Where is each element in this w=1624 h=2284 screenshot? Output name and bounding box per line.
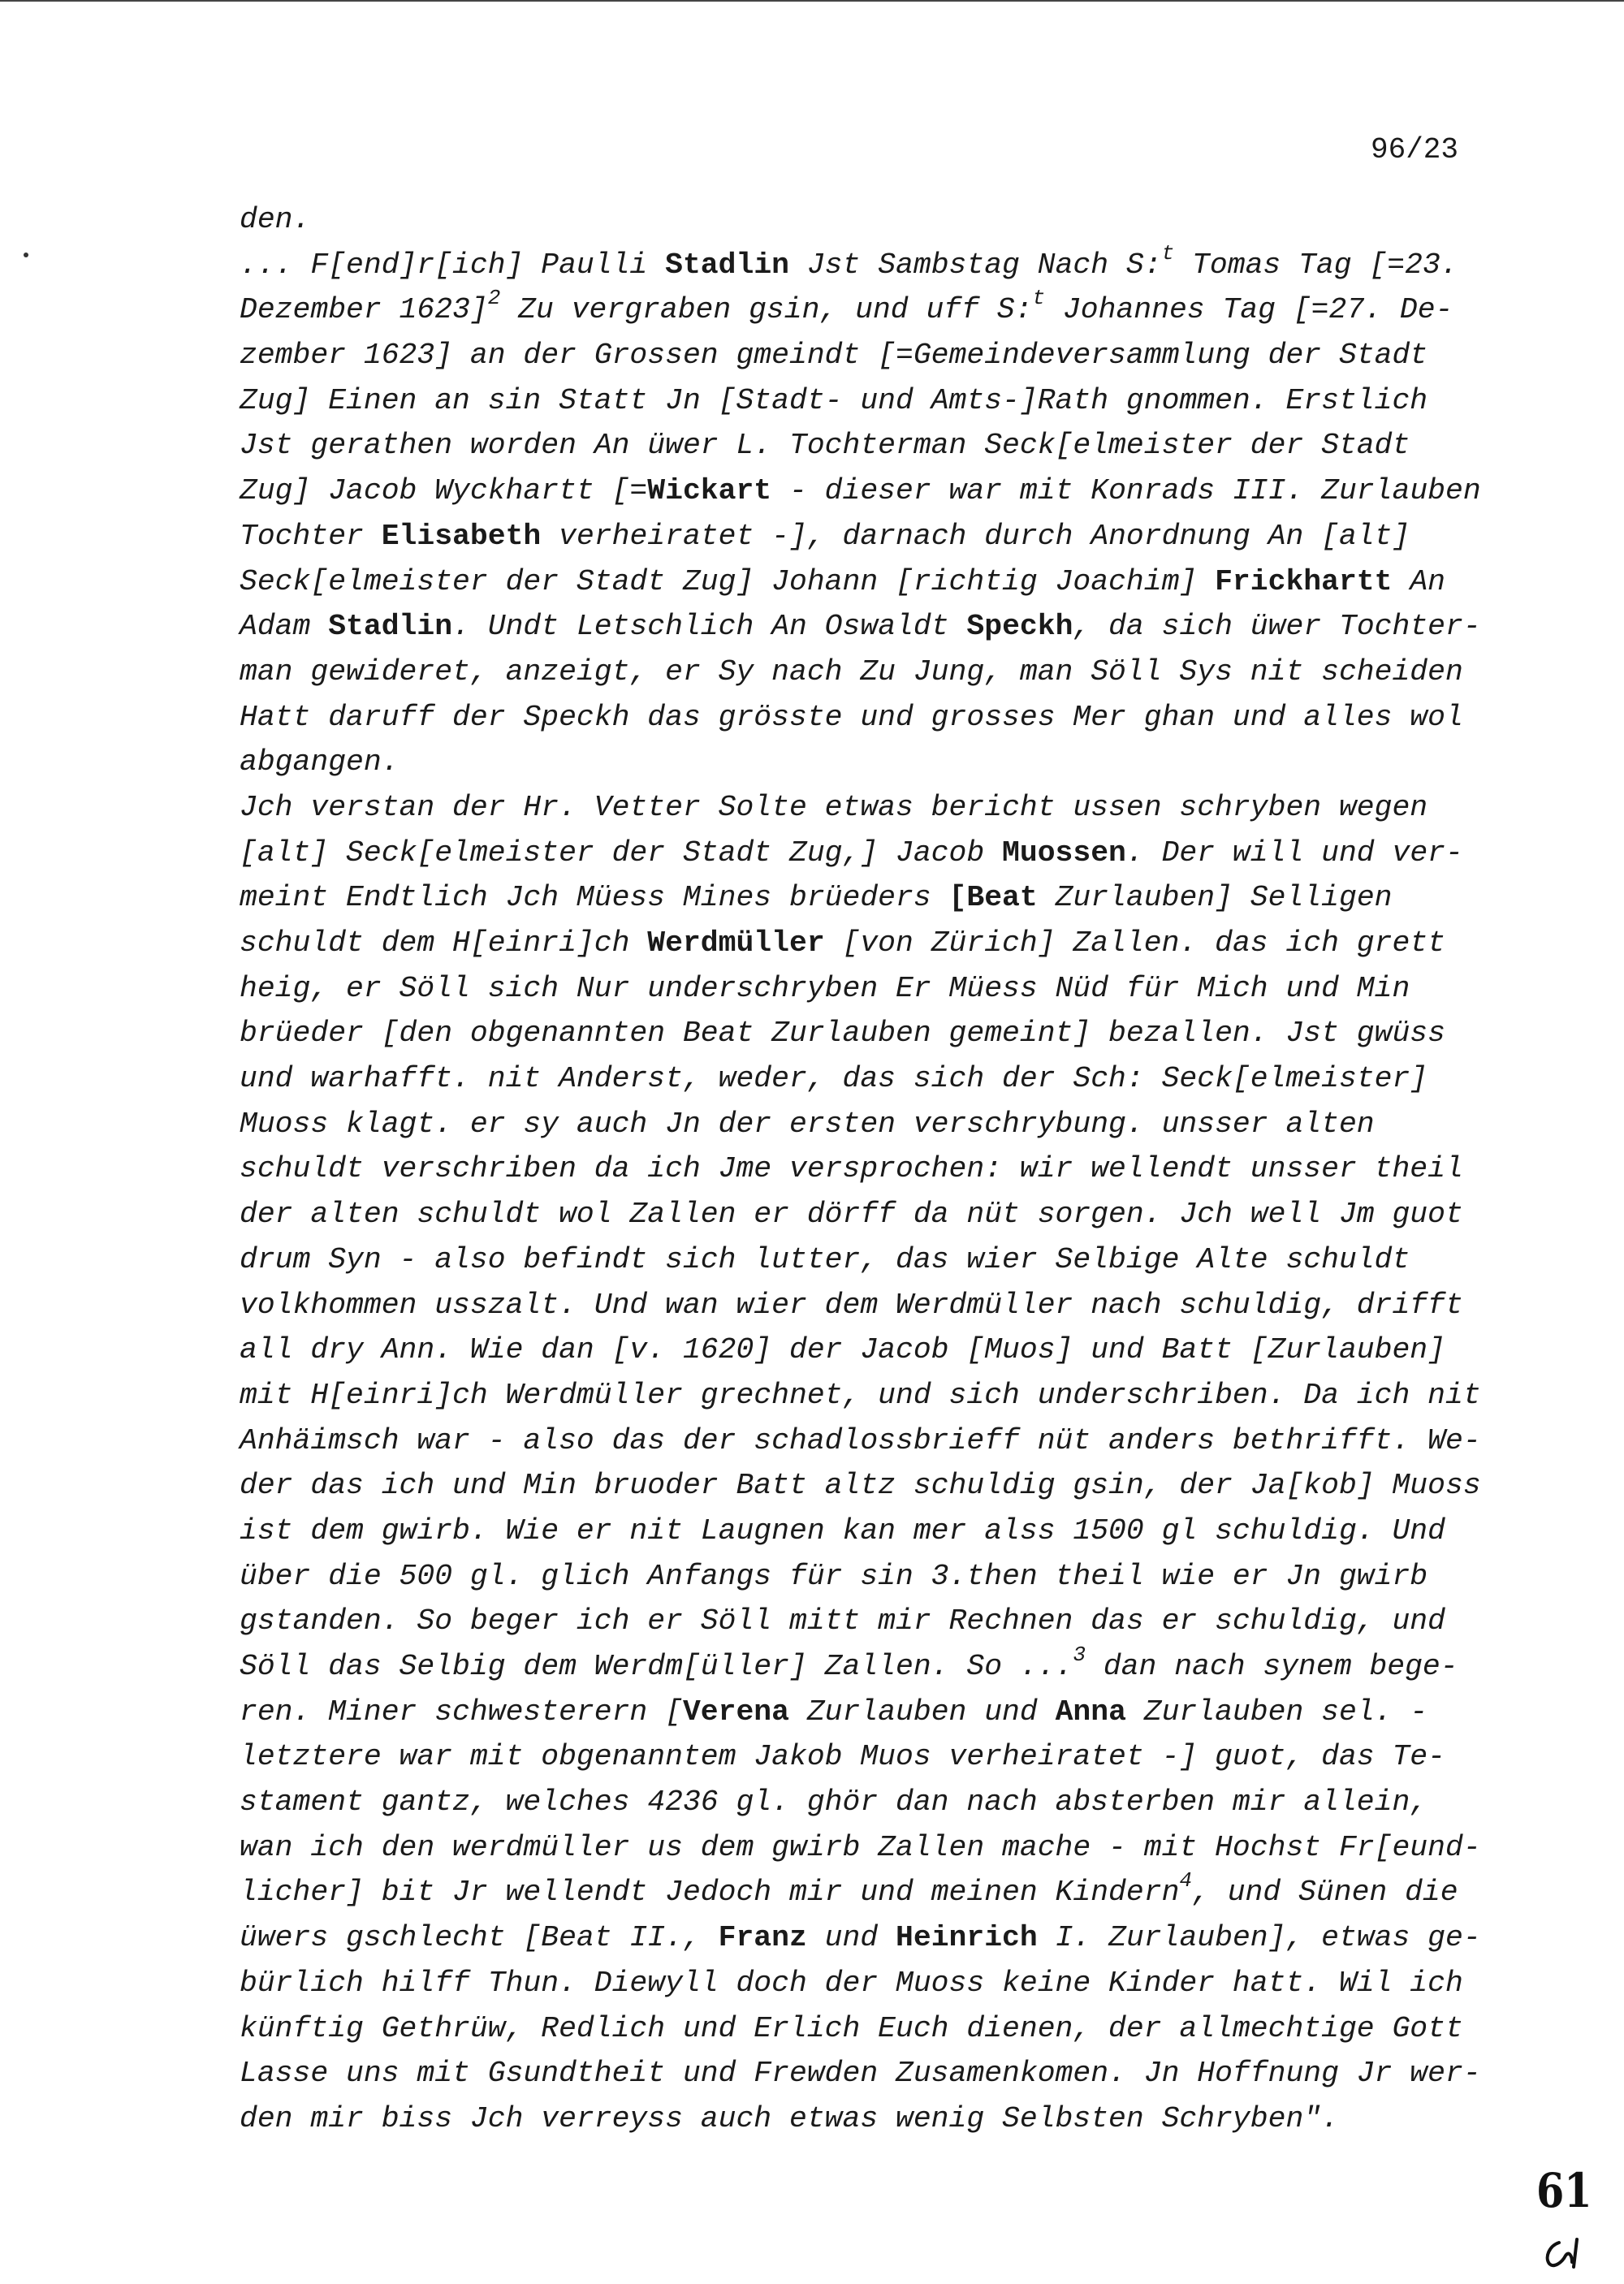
- text-line: drum Syn - also befindt sich lutter, das wier Selbige Alte schuldt: [240, 1242, 1410, 1276]
- bold-name: Werdmüller: [647, 926, 825, 960]
- bold-name: Frickhartt: [1215, 564, 1393, 598]
- text-line: mit H[einri]ch Werdmüller grechnet, und sich underschriben. Da ich nit: [240, 1378, 1481, 1412]
- bold-name: Wickart: [647, 474, 772, 508]
- bold-name: Verena: [682, 1695, 789, 1729]
- text-line: und warhafft. nit Anderst, weder, das sich der Sch: Seck[elmeister]: [240, 1062, 1428, 1096]
- text-line: Zug] Jacob Wyckhartt [=Wickart - dieser war mit Konrads III. Zurlauben: [240, 474, 1481, 508]
- text-line: meint Endtlich Jch Müess Mines brüeders [Beat Zurlauben] Selligen: [240, 881, 1393, 915]
- text-line: stament gantz, welches 4236 gl. ghör dan nach absterben mir allein,: [240, 1785, 1428, 1820]
- bold-name: Stadlin: [328, 610, 453, 644]
- text-line: ist dem gwirb. Wie er nit Laugnen kan mer alss 1500 gl schuldig. Und: [240, 1513, 1445, 1548]
- text-line: heig, er Söll sich Nur underschryben Er Müess Nüd für Mich und Min: [240, 971, 1410, 1005]
- text-line: [alt] Seck[elmeister der Stadt Zug,] Jacob Muossen. Der will und ver-: [240, 835, 1463, 870]
- margin-dot: [24, 253, 28, 257]
- text-line: der das ich und Min bruoder Batt altz schuldig gsin, der Ja[kob] Muoss: [240, 1469, 1481, 1503]
- text-line: Jch verstan der Hr. Vetter Solte etwas bericht ussen schryben wegen: [240, 790, 1428, 824]
- text-line: Tochter Elisabeth verheiratet -], darnach durch Anordnung An [alt]: [240, 519, 1410, 553]
- superscript: t: [1032, 286, 1046, 311]
- bold-name: [Beat: [948, 881, 1038, 915]
- page-top-edge: [0, 0, 1624, 2]
- text-line: den.: [240, 203, 311, 236]
- bold-name: Speckh: [966, 610, 1073, 644]
- transcription-body: [240, 197, 1506, 2142]
- handwritten-folio-mark: [1536, 2163, 1593, 2280]
- bold-name: Muossen: [1002, 835, 1126, 870]
- text-line: Dezember 1623]$^2$ Zu vergraben gsin, und uff S:$^t$ Johannes Tag [=27. De-: [240, 286, 1453, 327]
- text-line: brüeder [den obgenannten Beat Zurlauben gemeint] bezallen. Jst gwüss: [240, 1017, 1445, 1051]
- text-line: man gewideret, anzeigt, er Sy nach Zu Jung, man Söll Sys nit scheiden: [240, 654, 1463, 689]
- text-line: wan ich den werdmüller us dem gwirb Zallen mache - mit Hochst Fr[eund-: [240, 1830, 1481, 1864]
- bold-name: Heinrich: [896, 1921, 1038, 1955]
- folio-number: 61: [1536, 2163, 1592, 2218]
- text-line: ren. Miner schwesterern [Verena Zurlauben und Anna Zurlauben sel. -: [240, 1695, 1428, 1729]
- text-line: bürlich hilff Thun. Diewyll doch der Muoss keine Kinder hatt. Wil ich: [240, 1966, 1463, 2000]
- footnote-ref: 4: [1179, 1868, 1193, 1893]
- text-line: üwers gschlecht [Beat II., Franz und Heinrich I. Zurlauben], etwas ge-: [240, 1921, 1481, 1955]
- text-line: über die 500 gl. glich Anfangs für sin 3.then theil wie er Jn gwirb: [240, 1559, 1428, 1593]
- bold-name: Franz: [718, 1921, 807, 1955]
- bold-name: Elisabeth: [381, 519, 542, 553]
- text-line: schuldt dem H[einri]ch Werdmüller [von Zürich] Zallen. das ich grett: [240, 926, 1445, 960]
- text-line: volkhommen usszalt. Und wan wier dem Werdmüller nach schuldig, drifft: [240, 1288, 1463, 1322]
- text-line: zember 1623] an der Grossen gmeindt [=Gemeindeversammlung der Stadt: [240, 339, 1428, 373]
- text-line: all dry Ann. Wie dan [v. 1620] der Jacob [Muos] und Batt [Zurlauben]: [240, 1333, 1445, 1367]
- text-line: Seck[elmeister der Stadt Zug] Johann [richtig Joachim] Frickhartt An: [240, 564, 1445, 598]
- text-line: Söll das Selbig dem Werdm[üller] Zallen. So ...$^3$ dan nach synem bege-: [240, 1642, 1458, 1683]
- footnote-ref: 3: [1073, 1642, 1086, 1667]
- page-number: 96/23: [1371, 133, 1459, 166]
- text-line: schuldt verschriben da ich Jme versprochen: wir wellendt unsser theil: [240, 1152, 1463, 1186]
- text-line: letztere war mit obgenanntem Jakob Muos verheiratet -] guot, das Te-: [240, 1740, 1445, 1774]
- text-line: den mir biss Jch verreyss auch etwas wenig Selbsten Schryben".: [240, 2101, 1339, 2135]
- handwritten-scribble: [1536, 2231, 1593, 2272]
- superscript: t: [1161, 240, 1175, 266]
- text-line: Jst gerathen worden An üwer L. Tochterman Seck[elmeister der Stadt: [240, 429, 1410, 463]
- text-line: Hatt daruff der Speckh das grösste und grosses Mer ghan und alles wol: [240, 700, 1463, 734]
- bold-name: Stadlin: [665, 248, 789, 282]
- text-line: Lasse uns mit Gsundtheit und Frewden Zusamenkomen. Jn Hoffnung Jr wer-: [240, 2057, 1481, 2091]
- text-line: Zug] Einen an sin Statt Jn [Stadt- und Amts-]Rath gnommen. Erstlich: [240, 383, 1428, 417]
- text-line: Adam Stadlin. Undt Letschlich An Oswaldt Speckh, da sich üwer Tochter-: [240, 610, 1481, 644]
- text-line: abgangen.: [240, 745, 400, 779]
- text-line: Muoss klagt. er sy auch Jn der ersten verschrybung. unsser alten: [240, 1107, 1375, 1141]
- text-line: ... F[end]r[ich] Paulli Stadlin Jst Sambstag Nach S:$^t$ Tomas Tag [=23.: [240, 240, 1458, 282]
- text-line: der alten schuldt wol Zallen er dörff da nüt sorgen. Jch well Jm guot: [240, 1198, 1463, 1232]
- text-line: gstanden. So beger ich er Söll mitt mir Rechnen das er schuldig, und: [240, 1604, 1445, 1639]
- footnote-ref: 2: [487, 286, 501, 311]
- bold-name: Anna: [1055, 1695, 1126, 1729]
- text-line: Anhäimsch war - also das der schadlossbrieff nüt anders bethrifft. We-: [240, 1423, 1481, 1457]
- text-line: licher] bit Jr wellendt Jedoch mir und meinen Kindern$^4$, und Sünen die: [240, 1868, 1458, 1910]
- text-line: künftig Gethrüw, Redlich und Erlich Euch dienen, der allmechtige Gott: [240, 2011, 1463, 2045]
